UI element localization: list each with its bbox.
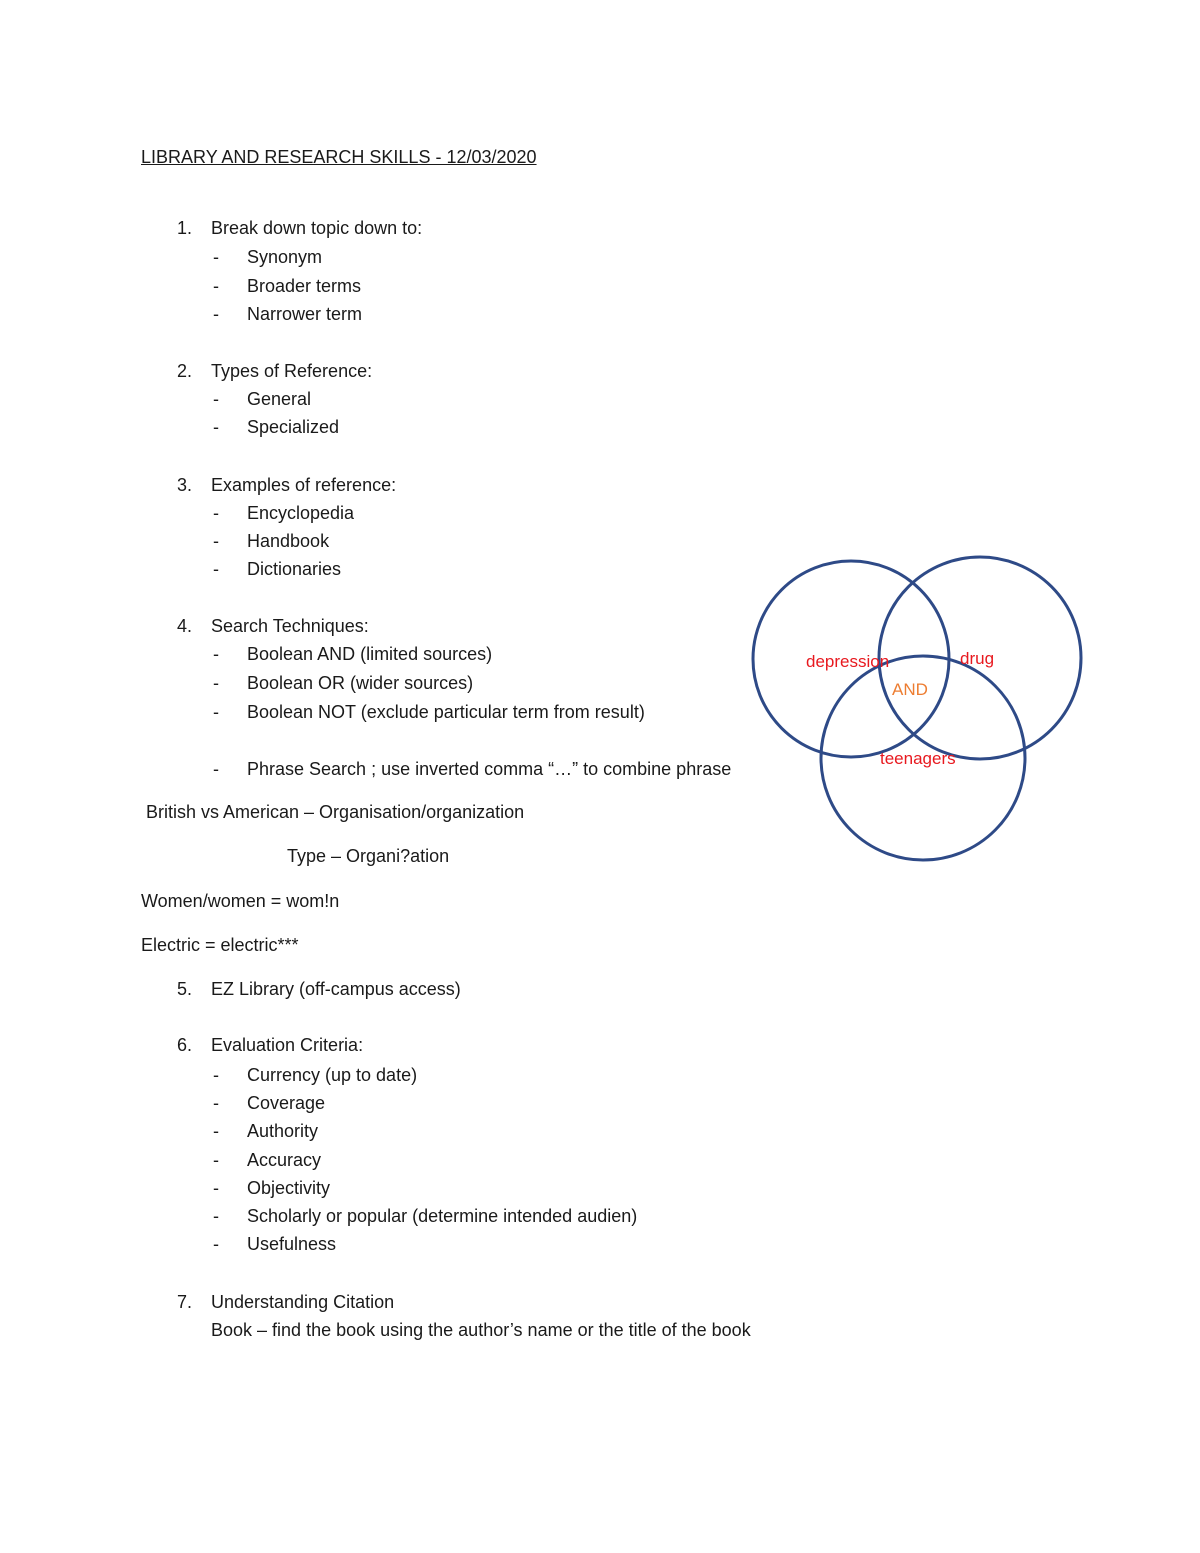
- note-electric: Electric = electric***: [141, 935, 299, 955]
- section-number: 5.: [176, 979, 192, 999]
- list-item: Objectivity: [247, 1178, 331, 1198]
- list-item: Synonym: [247, 247, 323, 267]
- bullet-dash: -: [213, 304, 219, 324]
- venn-label-depression: depression: [806, 652, 890, 671]
- bullet-dash: -: [213, 759, 219, 779]
- section-number: 7.: [176, 1292, 192, 1312]
- bullet-dash: -: [213, 673, 219, 693]
- list-item: Broader terms: [247, 276, 362, 296]
- list-item: Phrase Search ; use inverted comma “…” to combine phrase: [247, 759, 732, 779]
- section-number: 2.: [176, 361, 192, 381]
- section-number: 6.: [176, 1035, 192, 1055]
- bullet-dash: -: [213, 1065, 219, 1085]
- citation-note: Book – find the book using the author’s name or the title of the book: [211, 1320, 751, 1340]
- section-heading: Break down topic down to:: [211, 218, 423, 238]
- bullet-dash: -: [213, 644, 219, 664]
- bullet-dash: -: [213, 1150, 219, 1170]
- bullet-dash: -: [213, 276, 219, 296]
- list-item: Accuracy: [247, 1150, 322, 1170]
- section-number: 3.: [176, 475, 192, 495]
- section-number: 1.: [176, 218, 192, 238]
- venn-label-and: AND: [892, 680, 928, 699]
- bullet-dash: -: [213, 389, 219, 409]
- venn-label-teenagers: teenagers: [880, 749, 956, 768]
- section-heading: Examples of reference:: [211, 475, 397, 495]
- bullet-dash: -: [213, 1178, 219, 1198]
- bullet-dash: -: [213, 503, 219, 523]
- note-british-american: British vs American – Organisation/organization: [146, 802, 525, 822]
- list-item: Usefulness: [247, 1234, 337, 1254]
- list-item: Scholarly or popular (determine intended audien): [247, 1206, 638, 1226]
- note-women: Women/women = wom!n: [141, 891, 340, 911]
- list-item: Dictionaries: [247, 559, 342, 579]
- list-item: Authority: [247, 1121, 319, 1141]
- list-item: Boolean OR (wider sources): [247, 673, 474, 693]
- section-heading: EZ Library (off-campus access): [211, 979, 461, 999]
- venn-label-drug: drug: [960, 649, 995, 668]
- page-title: LIBRARY AND RESEARCH SKILLS - 12/03/2020: [141, 147, 537, 167]
- bullet-dash: -: [213, 702, 219, 722]
- bullet-dash: -: [213, 417, 219, 437]
- section-heading: Types of Reference:: [211, 361, 373, 381]
- list-item: Handbook: [247, 531, 330, 551]
- bullet-dash: -: [213, 1121, 219, 1141]
- section-heading: Understanding Citation: [211, 1292, 395, 1312]
- note-type: Type – Organi?ation: [287, 846, 450, 866]
- section-number: 4.: [176, 616, 192, 636]
- list-item: Boolean NOT (exclude particular term from result): [247, 702, 645, 722]
- bullet-dash: -: [213, 1234, 219, 1254]
- list-item: Coverage: [247, 1093, 326, 1113]
- list-item: Specialized: [247, 417, 340, 437]
- bullet-dash: -: [213, 247, 219, 267]
- bullet-dash: -: [213, 1093, 219, 1113]
- bullet-dash: -: [213, 559, 219, 579]
- list-item: Currency (up to date): [247, 1065, 418, 1085]
- section-heading: Evaluation Criteria:: [211, 1035, 364, 1055]
- list-item: General: [247, 389, 312, 409]
- bullet-dash: -: [213, 1206, 219, 1226]
- list-item: Narrower term: [247, 304, 363, 324]
- section-heading: Search Techniques:: [211, 616, 369, 636]
- list-item: Boolean AND (limited sources): [247, 644, 493, 664]
- venn-diagram: [740, 548, 1090, 868]
- list-item: Encyclopedia: [247, 503, 355, 523]
- bullet-dash: -: [213, 531, 219, 551]
